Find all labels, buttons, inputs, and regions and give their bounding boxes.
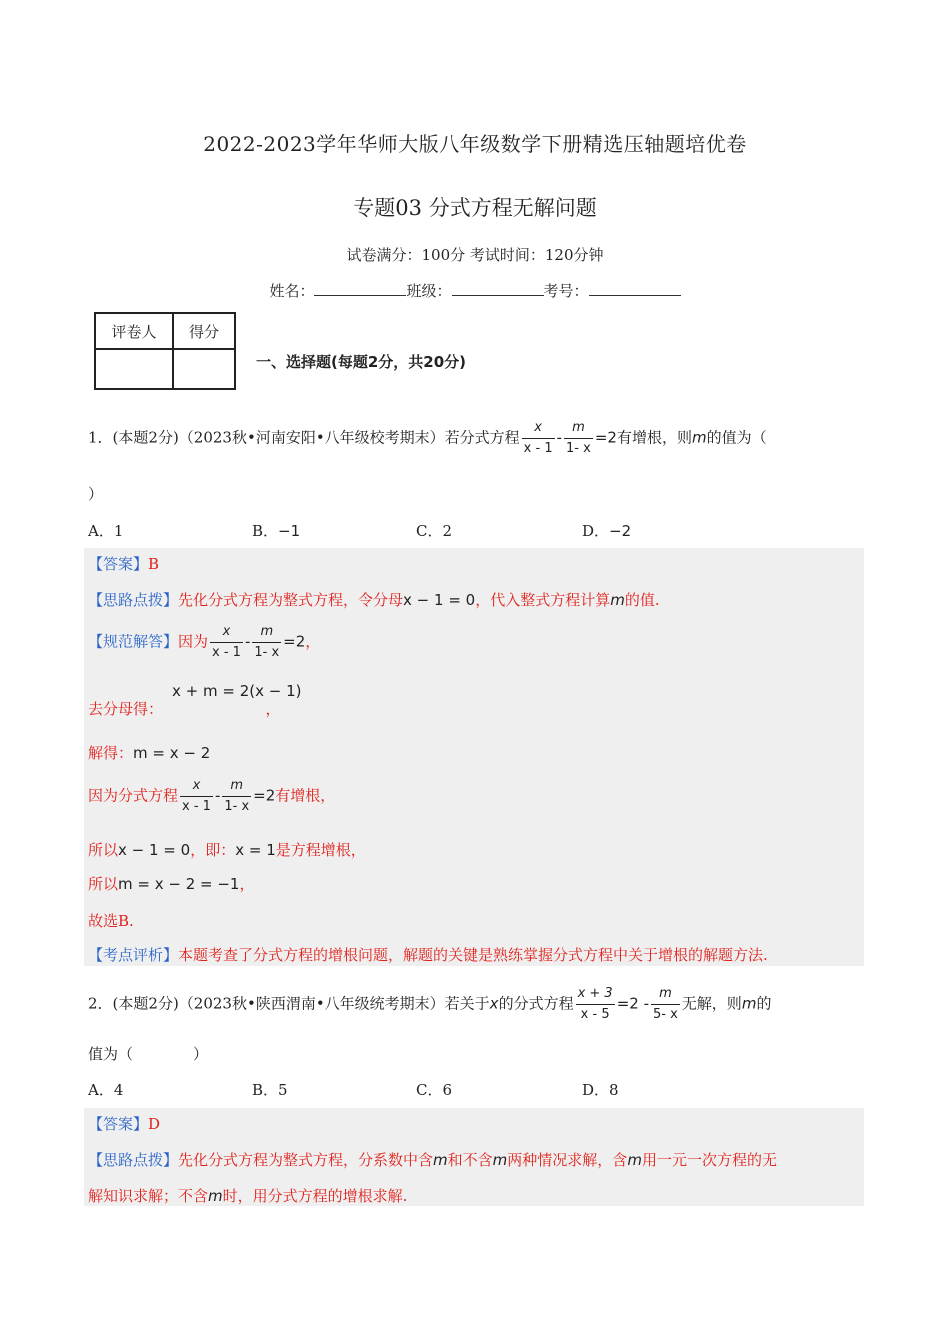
fraction-denominator: 1- x [254,645,280,660]
q1-step2 [88,742,210,763]
hint-text-2: 时，用分式方程的增根求解. [222,1187,408,1205]
hint-equation: x − 1 = 0 [403,591,476,609]
option-value: −1 [278,522,301,540]
hint-text-2: ，代入整式方程计算 [475,591,611,609]
q1-answer [88,553,159,574]
fraction-numerator: m [564,418,593,439]
hint-label: 【思路点拨】 [88,1151,179,1169]
variable: m [433,1151,448,1169]
score-header: 得分 [173,313,235,349]
document-subtitle: 专题03 分式方程无解问题 [353,196,597,220]
q1-option-a: A．1 [88,522,124,540]
step-text: 因为分式方程 [88,786,179,805]
fraction-numerator: x + 3 [576,984,615,1005]
q1-stem-text: 1．(本题2分)（2023秋•河南安阳•八年级校考期末）若分式方程 [88,428,520,447]
step-text-2: 有增根， [275,786,336,805]
q1-fraction-2 [252,622,281,663]
hint-label: 【思路点拨】 [88,591,179,609]
q1-fraction-1 [210,622,243,663]
class-label: 班级： [406,282,452,300]
fraction-denominator: x - 5 [580,1007,610,1022]
equation-rhs: =2 [253,786,276,805]
q2-option-c: C．6 [416,1081,453,1099]
fraction-numerator: m [651,984,680,1005]
fraction-numerator: m [252,622,281,643]
variable: m [741,994,757,1013]
solution-text: 因为 [178,632,209,651]
fraction-denominator: 1- x [224,799,250,814]
q1-fraction-1 [180,776,213,817]
step-text-2: ，即： [190,841,236,859]
score-table [94,312,236,390]
document-title: 2022-2023学年华师大版八年级数学下册精选压轴题培优卷 [203,132,747,156]
name-blank [314,281,406,296]
variable: m [492,1151,508,1169]
step-text: 所以 [88,875,119,893]
q1-stem [88,418,767,459]
equation-rhs: =2 [283,632,306,651]
fraction-numerator: m [222,776,251,797]
q1-review [88,944,768,965]
name-label: 姓名： [269,282,315,300]
fraction-numerator: x [522,418,555,439]
q2-answer [88,1113,160,1134]
hint-text-3: 的值. [624,591,660,609]
minus-sign: - [556,428,563,447]
variable: m [627,1151,642,1169]
section-title: 一、选择题(每题2分，共20分) [256,353,467,371]
q2-fraction-2 [651,984,680,1025]
variable: x [489,994,499,1013]
q2-option-b: B．5 [252,1081,288,1099]
fraction-numerator: x [210,622,243,643]
q2-stem-text: 2．(本题2分)（2023秋•陕西渭南•八年级统考期末）若关于 [88,994,490,1013]
hint-text: 解知识求解；不含 [88,1187,209,1205]
q2-fraction-1 [576,984,615,1025]
class-blank [452,281,544,296]
q1-step1 [88,698,281,719]
q1-step3 [88,776,335,817]
q2-hint-line2 [88,1185,407,1206]
q2-stem-text-2: 的分式方程 [498,994,574,1013]
variable: m [610,591,625,609]
q1-fraction-1 [522,418,555,459]
hint-text: 先化分式方程为整式方程，令分母 [178,591,404,609]
step-label: 去分母得： [88,700,156,718]
step-equation: m = x − 2 = −1 [118,875,240,893]
step-equation: x − 1 = 0 [118,841,191,859]
q2-stem-text-4: 的 [756,994,772,1013]
step-equation-2: x = 1 [235,841,276,859]
step-equation: m = x − 2 [133,744,211,762]
solution-label: 【规范解答】 [88,632,179,651]
exam-info: 试卷满分：100分 考试时间：120分钟 [346,246,604,264]
score-cell [173,349,235,389]
q2-stem-line2: 值为（ ） [88,1045,209,1063]
q2-option-a: A．4 [88,1081,124,1099]
step-equation: x + m = 2(x − 1) [172,682,302,700]
grader-cell [95,349,173,389]
q1-option-d [582,520,631,541]
q1-option-b [252,520,300,541]
q1-step5 [88,873,255,894]
answer-label: 【答案】 [88,1115,149,1133]
solution-text-end: ， [305,632,321,651]
fraction-numerator: x [180,776,213,797]
answer-label: 【答案】 [88,555,149,573]
q1-solution [88,622,320,663]
answer-value: B [148,555,160,573]
minus-sign: - [244,632,251,651]
option-letter: B． [252,522,279,540]
minus-sign: - [214,786,221,805]
fraction-denominator: x - 1 [212,645,241,660]
number-label: 考号： [543,282,589,300]
q2-stem [88,984,771,1025]
q2-stem-text-3: 无解，则 [681,994,742,1013]
q1-option-c: C．2 [416,522,453,540]
equation-middle: =2 - [616,994,649,1013]
number-blank [589,281,681,296]
q1-hint [88,589,660,610]
review-text: 本题考查了分式方程的增根问题，解题的关键是熟练掌握分式方程中关于增根的解题方法. [178,946,768,964]
q1-fraction-2 [564,418,593,459]
step-text: 所以 [88,841,119,859]
variable: m [691,428,707,447]
grader-header: 评卷人 [95,313,173,349]
student-info-line [0,280,950,301]
hint-text-3: 两种情况求解，含 [507,1151,628,1169]
option-value: −2 [609,522,632,540]
step-label: 解得： [88,744,134,762]
q2-hint-line1 [88,1149,777,1170]
q1-fraction-2 [222,776,251,817]
step-text-3: 是方程增根， [275,841,366,859]
q1-stem-line2: ） [88,485,104,503]
equation-rhs: =2 [594,428,617,447]
variable: m [208,1187,223,1205]
answer-value: D [148,1115,161,1133]
hint-text-2: 和不含 [447,1151,493,1169]
hint-text-4: 用一元一次方程的无 [641,1151,777,1169]
option-letter: D． [582,522,610,540]
q1-step6: 故选B. [88,912,134,930]
fraction-denominator: 1- x [566,441,591,456]
q1-stem-text-3: 的值为（ [706,428,767,447]
fraction-denominator: x - 1 [523,441,553,456]
review-label: 【考点评析】 [88,946,179,964]
q2-option-d: D．8 [582,1081,619,1099]
q1-step4 [88,839,366,860]
q1-stem-text-2: 有增根，则 [616,428,692,447]
fraction-denominator: x - 1 [182,799,211,814]
fraction-denominator: 5- x [653,1007,678,1022]
step-end: ， [265,700,281,718]
hint-text: 先化分式方程为整式方程，分系数中含 [178,1151,434,1169]
step-text-2: ， [239,875,255,893]
